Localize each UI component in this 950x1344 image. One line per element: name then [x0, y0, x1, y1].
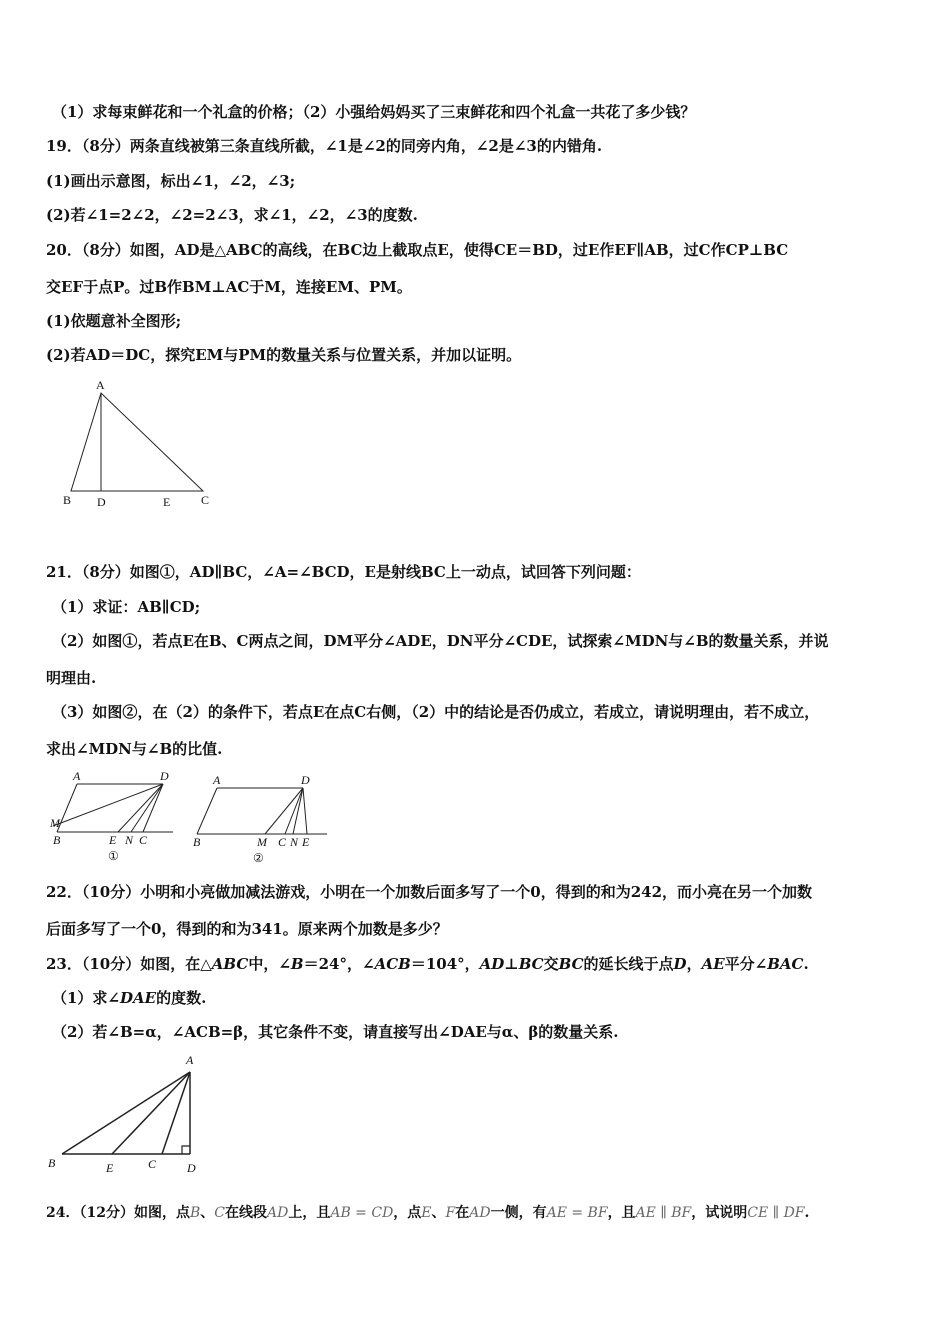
q24-m2: C [214, 1205, 225, 1221]
q21-figures [45, 770, 335, 870]
q20-label-c: C [201, 493, 210, 507]
q24-m9: AE ∥ BF [635, 1205, 692, 1221]
q23-p1-suffix: 的度数. [156, 989, 207, 1007]
q21-f1-label-d: D [160, 770, 169, 783]
q24-title [46, 1203, 809, 1223]
q21-f2-label-n: N [290, 835, 299, 849]
q21-f1-label-num: ① [108, 849, 119, 863]
q21-f2-label-num: ② [253, 851, 264, 865]
q24-t10: ，试说明 [691, 1205, 748, 1221]
q21-f1-label-m: M [50, 816, 60, 830]
q24-t11: . [804, 1205, 810, 1221]
q21-f1-label-e: E [109, 833, 117, 847]
q23-p1-dae: DAE [120, 989, 157, 1007]
q21-f2-label-e: E [302, 835, 310, 849]
q19-title: 19．（8分）两条直线被第三条直线所截，∠1是∠2的同旁内角，∠2是∠3的内错角. [46, 137, 603, 155]
q21-part1: （1）求证：AB∥CD; [52, 598, 201, 616]
q23-line-ab [62, 1072, 190, 1154]
q23-label-c: C [148, 1157, 157, 1171]
q24-t7: 在 [455, 1205, 470, 1221]
q24-t2: 、 [200, 1205, 215, 1221]
q23-label-e: E [106, 1161, 114, 1175]
q23-t-acb: ACB [374, 955, 411, 973]
q23-t-bac: BAC [767, 955, 804, 973]
q19-part2: (2)若∠1=2∠2，∠2=2∠3，求∠1，∠2，∠3的度数. [46, 206, 418, 224]
q24-t9: ，且 [607, 1205, 636, 1221]
q21-f2-label-d: D [301, 773, 310, 787]
q21-f1-label-b: B [53, 833, 61, 847]
q22-title-cont: 后面多写了一个0，得到的和为341。原来两个加数是多少？ [46, 920, 448, 938]
q24-m1: B [189, 1205, 201, 1221]
q24-t4: 上，且 [288, 1205, 331, 1221]
q20-label-d: D [97, 495, 106, 509]
q24-m3: AD [266, 1205, 289, 1221]
q23-t-end: . [803, 955, 809, 973]
q21-part2: （2）如图①，若点E在B、C两点之间，DM平分∠ADE，DN平分∠CDE，试探索∠MDN与∠B的数量关系，并说 [52, 632, 829, 650]
q21-figure-1 [49, 770, 173, 863]
q20-triangle [71, 393, 203, 491]
q24-m6: F [445, 1205, 456, 1221]
q23-right-angle-mark [182, 1146, 190, 1154]
q23-title [46, 954, 809, 974]
q23-figure [40, 1050, 220, 1180]
q20-title-cont: 交EF于点P。过B作BM⊥AC于M，连接EM、PM。 [46, 278, 412, 296]
q23-t-bc2: BC [558, 955, 584, 973]
q23-part1 [52, 988, 206, 1008]
q23-line-ac [162, 1072, 190, 1154]
q20-title: 20．（8分）如图，AD是△ABC的高线，在BC边上截取点E，使得CE＝BD，过E作EF∥AB，过C作CP⊥BC [46, 241, 789, 259]
q20-label-a: A [96, 378, 105, 392]
q24-m8: AE = BF [546, 1205, 608, 1221]
q23-t-d: D [673, 955, 687, 973]
q20-label-b: B [63, 493, 72, 507]
q21-f2-label-c: C [278, 835, 287, 849]
q23-t-ae: AE [701, 955, 725, 973]
q23-t-mid3: ＝104°， [410, 955, 480, 973]
q23-t-mid1: 中，∠ [248, 955, 291, 973]
q24-t6: 、 [431, 1205, 446, 1221]
q24-m4: AB = CD [330, 1205, 394, 1221]
q23-t-mid6: ， [686, 955, 702, 973]
q23-t-bc: BC [518, 955, 544, 973]
q23-line-ae [112, 1072, 190, 1154]
q18-line: （1）求每束鲜花和一个礼盒的价格；（2）小强给妈妈买了三束鲜花和四个礼盒一共花了多少钱？ [52, 103, 696, 121]
q23-t-mid4: 交 [543, 955, 559, 973]
q23-label-b: B [48, 1156, 56, 1170]
q23-label-a: A [186, 1053, 194, 1067]
q23-t-prefix: 23．（10分）如图，在△ [46, 955, 212, 973]
q23-t-perp: ⊥ [504, 955, 519, 973]
q23-label-d: D [187, 1161, 196, 1175]
q23-t-mid2: ＝24°，∠ [303, 955, 375, 973]
q23-p1-prefix: （1）求∠ [52, 989, 121, 1007]
q21-figure-2 [193, 773, 327, 865]
q24-t3: 在线段 [224, 1205, 267, 1221]
q20-figure [55, 375, 225, 515]
q24-t5: ，点 [393, 1205, 422, 1221]
q21-part3-cont: 求出∠MDN与∠B的比值. [46, 740, 223, 758]
q20-part1: (1)依题意补全图形; [46, 312, 182, 330]
q23-t-abc: ABC [211, 955, 249, 973]
q23-t-b: B [290, 955, 304, 973]
q21-part3: （3）如图②，在（2）的条件下，若点E在点C右侧，（2）中的结论是否仍成立，若成立，请说明理由，若不成立， [52, 703, 820, 721]
q24-m5: E [421, 1205, 432, 1221]
q21-f1-label-a: A [73, 770, 81, 783]
q23-t-ad: AD [479, 955, 505, 973]
q21-title: 21．（8分）如图①，AD∥BC，∠A=∠BCD，E是射线BC上一动点，试回答下列问题： [46, 563, 641, 581]
q21-f1-label-n: N [125, 833, 134, 847]
q21-f2-label-b: B [193, 835, 201, 849]
q24-t1: 24．（12分）如图，点 [46, 1205, 190, 1221]
q22-title: 22．（10分）小明和小亮做加减法游戏，小明在一个加数后面多写了一个0，得到的和为242，而小亮在另一个加数 [46, 883, 813, 901]
q21-f1-label-c: C [139, 833, 148, 847]
q21-f2-label-m: M [257, 835, 267, 849]
q23-t-mid7: 平分∠ [724, 955, 768, 973]
q23-part2: （2）若∠B=α，∠ACB=β，其它条件不变，请直接写出∠DAE与α、β的数量关系. [52, 1023, 619, 1041]
q21-f2-label-a: A [213, 773, 221, 787]
q23-t-mid5: 的延长线于点 [583, 955, 674, 973]
q24-m10: CE ∥ DF [747, 1205, 805, 1221]
q20-label-e: E [163, 495, 171, 509]
q19-part1: (1)画出示意图，标出∠1，∠2，∠3; [46, 172, 296, 190]
q21-part2-cont: 明理由. [46, 669, 97, 687]
q24-m7: AD [469, 1205, 491, 1221]
q20-part2: (2)若AD＝DC，探究EM与PM的数量关系与位置关系，并加以证明。 [46, 346, 522, 364]
q24-t8: 一侧，有 [490, 1205, 547, 1221]
